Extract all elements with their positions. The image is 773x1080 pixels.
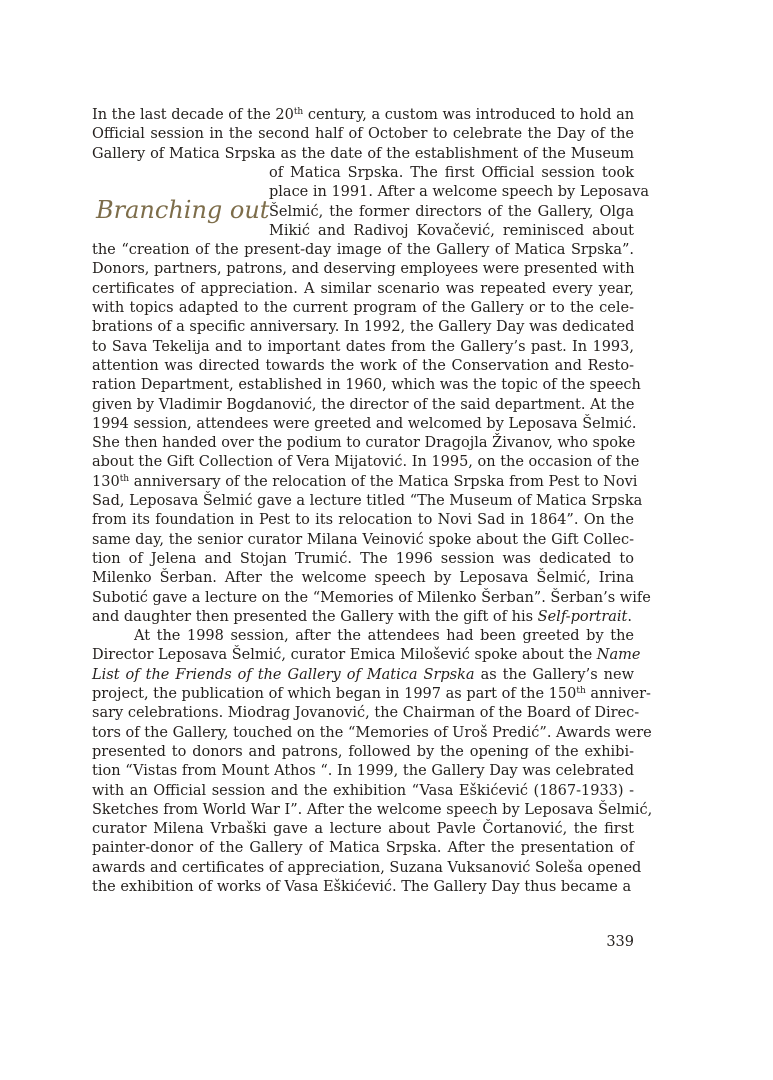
text-line bbox=[92, 608, 634, 627]
line-text: and daughter then presented the Gallery with the gift of his bbox=[92, 608, 538, 625]
superscript: th bbox=[293, 107, 304, 117]
line-text: anniver- bbox=[585, 686, 651, 702]
line-text: the “creation of the present-day image of the Gallery of Matica Srpska”. bbox=[92, 242, 634, 259]
text-line bbox=[92, 299, 634, 318]
superscript: th bbox=[119, 473, 130, 484]
line-text: given by Vladimir Bogdanović, the director of the said department. At the bbox=[92, 396, 635, 413]
line-text: Sketches from World War I”. After the welcome speech by Leposava Šelmić, bbox=[92, 801, 653, 818]
line-text: 1994 session, attendees were greeted and welcomed by Leposava Šelmić. bbox=[92, 415, 637, 432]
line-text: Subotić gave a lecture on the “Memories of Milenko Šerban”. Šerban’s wife bbox=[92, 589, 651, 606]
line-text: Official session in the second half of October to celebrate the Day of the bbox=[92, 126, 634, 143]
page-number: 339 bbox=[606, 934, 634, 950]
text-line bbox=[92, 434, 634, 453]
line-text: same day, the senior curator Milana Veinović spoke about the Gift Collec- bbox=[92, 531, 634, 548]
text-line bbox=[92, 376, 641, 395]
text-line bbox=[92, 859, 642, 878]
text-line bbox=[92, 145, 634, 164]
text-line bbox=[92, 318, 634, 337]
text-line bbox=[92, 589, 651, 608]
line-text: attention was directed towards the work of the Conservation and Resto- bbox=[92, 357, 634, 374]
line-text: from its foundation in Pest to its relocation to Novi Sad in 1864”. On the bbox=[92, 512, 634, 529]
line-text: about the Gift Collection of Vera Mijatović. In 1995, on the occasion of the bbox=[92, 454, 640, 471]
text-line bbox=[92, 685, 651, 704]
text-line bbox=[92, 801, 653, 820]
text-line bbox=[92, 241, 634, 260]
text-line bbox=[92, 280, 634, 299]
line-text: of Matica Srpska. The first Official session took bbox=[269, 164, 634, 181]
line-text: Director Leposava Šelmić, curator Emica Milošević spoke about the bbox=[92, 647, 597, 664]
text-line bbox=[92, 569, 634, 588]
text-line bbox=[92, 666, 634, 685]
line-text: to Sava Tekelija and to important dates from the Gallery’s past. In 1993, bbox=[92, 338, 634, 355]
text-line bbox=[92, 878, 634, 897]
line-text: She then handed over the podium to curator Dragojla Živanov, who spoke bbox=[92, 435, 636, 452]
text-line bbox=[92, 762, 634, 781]
text-line bbox=[92, 106, 634, 125]
text-line bbox=[92, 743, 634, 762]
line-text: Mikić and Radivoj Kovačević, reminisced about bbox=[269, 222, 634, 239]
line-text: At the 1998 session, after the attendees had been greeted by the bbox=[134, 628, 634, 645]
line-text: with an Official session and the exhibition “Vasa Eškićević (1867-1933) - bbox=[92, 782, 634, 799]
text-line bbox=[92, 125, 634, 144]
line-text: curator Milena Vrbaški gave a lecture about Pavle Čortanović, the first bbox=[92, 821, 634, 838]
text-line bbox=[92, 550, 634, 569]
text-line bbox=[92, 531, 634, 550]
line-text: 130 bbox=[92, 473, 120, 490]
text-line bbox=[92, 704, 640, 723]
text-line bbox=[92, 492, 643, 511]
line-text: presented to donors and patrons, followed by the opening of the exhibi- bbox=[92, 743, 634, 760]
italic-text: Self-portrait bbox=[537, 608, 628, 625]
text-line bbox=[92, 338, 634, 357]
text-line bbox=[269, 183, 649, 202]
text-line bbox=[92, 782, 634, 801]
line-text: Šelmić, the former directors of the Gallery, Olga bbox=[269, 203, 634, 220]
italic-text: List of the Friends of the Gallery of Matica Srpska bbox=[92, 666, 475, 683]
text-line bbox=[92, 724, 652, 743]
line-text: painter-donor of the Gallery of Matica Srpska. After the presentation of bbox=[92, 840, 634, 857]
text-line bbox=[269, 164, 634, 183]
line-text: the exhibition of works of Vasa Eškićević. The Gallery Day thus became a bbox=[92, 879, 632, 895]
line-text: brations of a specific anniversary. In 1992, the Gallery Day was dedicated bbox=[92, 319, 635, 336]
line-text: In the last decade of the 20 bbox=[92, 107, 294, 123]
superscript: th bbox=[576, 686, 586, 696]
text-line bbox=[92, 820, 634, 839]
line-text: Donors, partners, patrons, and deserving employees were presented with bbox=[92, 261, 635, 278]
text-line bbox=[92, 260, 634, 279]
line-text: place in 1991. After a welcome speech by Leposava bbox=[269, 184, 649, 201]
text-line bbox=[92, 396, 634, 415]
text-line bbox=[269, 222, 634, 241]
line-text: certificates of appreciation. A similar scenario was repeated every year, bbox=[92, 280, 634, 297]
line-text: sary celebrations. Miodrag Jovanović, the Chairman of the Board of Direc- bbox=[92, 705, 640, 722]
line-text: tion “Vistas from Mount Athos “. In 1999, the Gallery Day was celebrated bbox=[92, 763, 634, 780]
side-heading: Branching out bbox=[96, 196, 270, 224]
line-text: anniversary of the relocation of the Matica Srpska from Pest to Novi bbox=[129, 473, 638, 490]
line-text: tion of Jelena and Stojan Trumić. The 1996 session was dedicated to bbox=[92, 550, 634, 567]
text-line bbox=[92, 357, 634, 376]
line-text: Gallery of Matica Srpska as the date of the establishment of the Museum bbox=[92, 145, 634, 162]
italic-text: Name bbox=[596, 647, 641, 664]
text-line bbox=[92, 511, 634, 530]
text-line bbox=[92, 415, 637, 434]
line-text: ration Department, established in 1960, which was the topic of the speech bbox=[92, 377, 641, 394]
line-text: . bbox=[627, 608, 632, 625]
line-text: century, a custom was introduced to hold an bbox=[303, 107, 635, 123]
line-text: Sad, Leposava Šelmić gave a lecture titled “The Museum of Matica Srpska bbox=[92, 493, 643, 509]
text-line bbox=[92, 453, 640, 472]
text-line bbox=[92, 839, 634, 858]
line-text: with topics adapted to the current program of the Gallery or to the cele- bbox=[92, 300, 634, 316]
text-line bbox=[92, 646, 641, 665]
line-text: awards and certificates of appreciation, Suzana Vuksanović Soleša opened bbox=[92, 859, 642, 876]
line-text: as the Gallery’s new bbox=[474, 666, 634, 683]
text-line bbox=[269, 203, 634, 222]
text-line bbox=[92, 473, 638, 492]
line-text: tors of the Gallery, touched on the “Memories of Uroš Predić”. Awards were bbox=[92, 724, 652, 741]
line-text: project, the publication of which began in 1997 as part of the 150 bbox=[92, 686, 577, 702]
line-text: Milenko Šerban. After the welcome speech by Leposava Šelmić, Irina bbox=[92, 570, 634, 587]
text-line bbox=[134, 627, 634, 646]
